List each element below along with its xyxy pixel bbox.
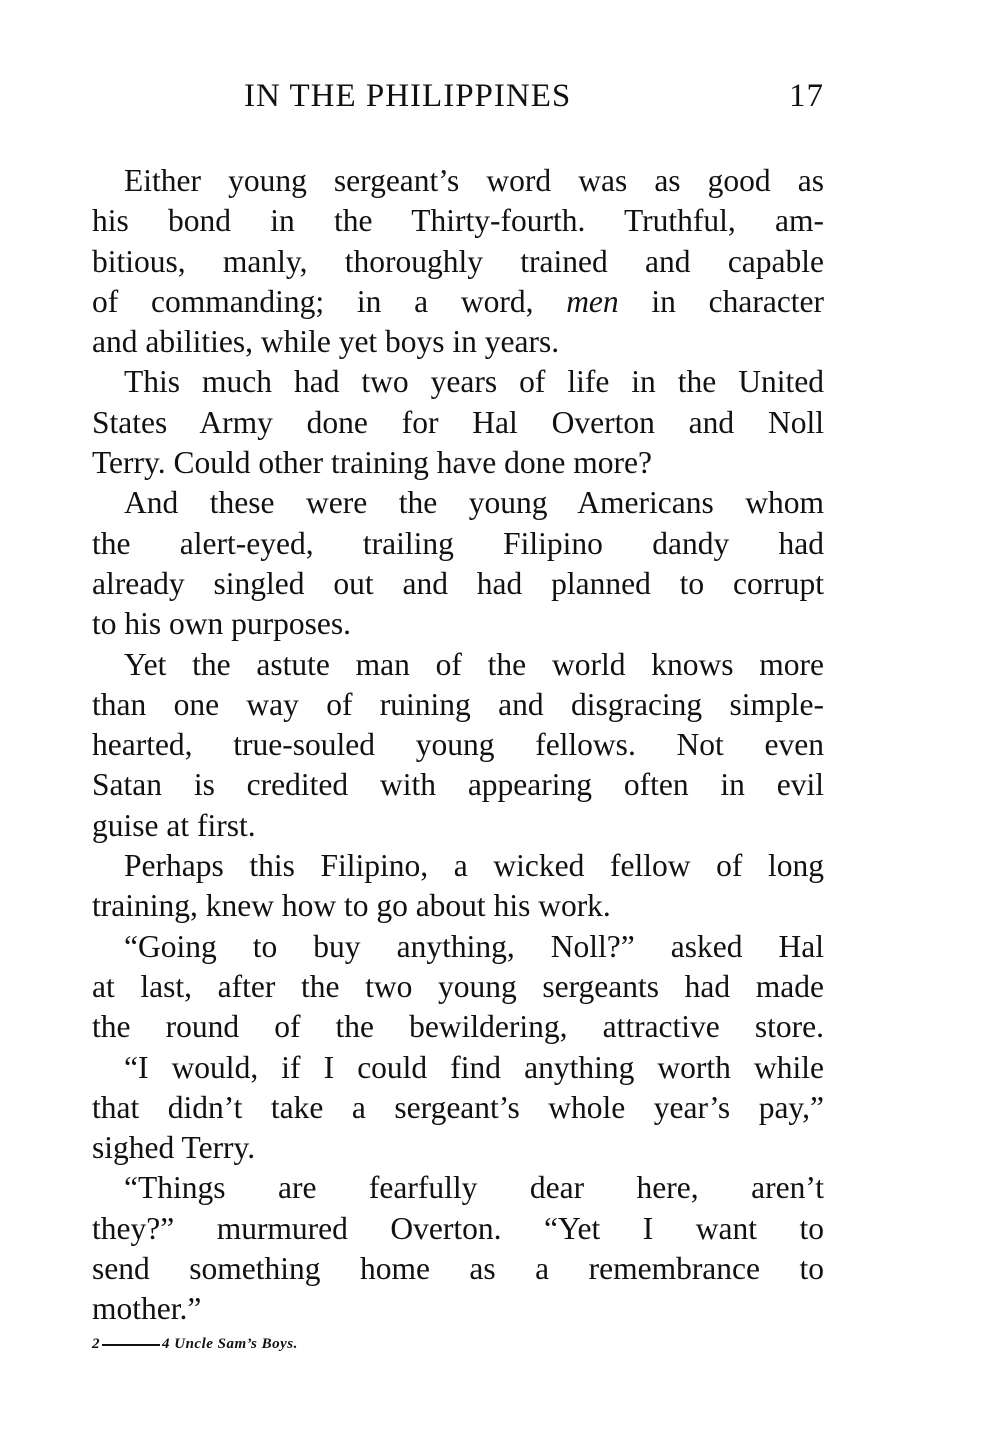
text-line: States Army done for Hal Overton and Noll	[92, 404, 824, 440]
text-line: hearted, true-souled young fellows. Not even	[92, 727, 824, 763]
text-line: “Going to buy anything, Noll?” asked Hal	[124, 928, 824, 964]
text-line: and abilities, while yet boys in years.	[92, 324, 560, 360]
text-line: Terry. Could other training have done more?	[92, 445, 652, 481]
text-line: than one way of ruining and disgracing simple-	[92, 686, 824, 722]
text-line: This much had two years of life in the United	[124, 364, 824, 400]
paragraph	[92, 483, 824, 644]
paragraph	[92, 161, 824, 362]
text-line: to his own purposes.	[92, 606, 351, 642]
text-line: mother.”	[92, 1291, 202, 1327]
paragraph	[92, 1048, 824, 1169]
text-line	[92, 282, 824, 322]
signature-rule	[102, 1344, 160, 1346]
text-line: his bond in the Thirty-fourth. Truthful, am-	[92, 203, 824, 239]
signature-sheet-number: 2	[92, 1336, 100, 1352]
running-head-title: IN THE PHILIPPINES	[244, 78, 572, 114]
running-head	[92, 78, 824, 122]
text-line: sighed Terry.	[92, 1130, 256, 1166]
text-line: bitious, manly, thoroughly trained and capable	[92, 243, 824, 279]
text-line: And these were the young Americans whom	[124, 485, 824, 521]
signature-volume-label: 4 Uncle Sam’s Boys.	[162, 1336, 298, 1352]
text-line: “Things are fearfully dear here, aren’t	[124, 1170, 824, 1206]
text-line: they?” murmured Overton. “Yet I want to	[92, 1210, 824, 1246]
text-line: send something home as a remembrance to	[92, 1251, 824, 1287]
text-line: Yet the astute man of the world knows more	[124, 646, 824, 682]
text-line: training, knew how to go about his work.	[92, 888, 611, 924]
paragraph	[92, 645, 824, 846]
emphasized-word: men	[566, 283, 619, 319]
text-fragment: of commanding; in a word,	[92, 283, 534, 319]
paragraph	[92, 1168, 824, 1329]
paragraph	[92, 846, 824, 927]
text-line: Satan is credited with appearing often in evil	[92, 767, 824, 803]
text-line: guise at first.	[92, 807, 256, 843]
text-line: already singled out and had planned to corrupt	[92, 565, 824, 601]
printer-signature-mark	[92, 1336, 298, 1353]
text-line: that didn’t take a sergeant’s whole year’s pay,”	[92, 1089, 824, 1125]
text-fragment: in character	[651, 283, 825, 319]
text-line: the alert-eyed, trailing Filipino dandy had	[92, 525, 824, 561]
text-line: “I would, if I could find anything worth while	[124, 1049, 824, 1085]
page-number: 17	[789, 78, 824, 114]
paragraph	[92, 927, 824, 1048]
body-text	[92, 161, 824, 1330]
text-line: the round of the bewildering, attractive store.	[92, 1009, 824, 1045]
paragraph	[92, 362, 824, 483]
text-line: Perhaps this Filipino, a wicked fellow of long	[124, 848, 824, 884]
text-line: Either young sergeant’s word was as good as	[124, 163, 824, 198]
text-line: at last, after the two young sergeants had made	[92, 968, 824, 1004]
